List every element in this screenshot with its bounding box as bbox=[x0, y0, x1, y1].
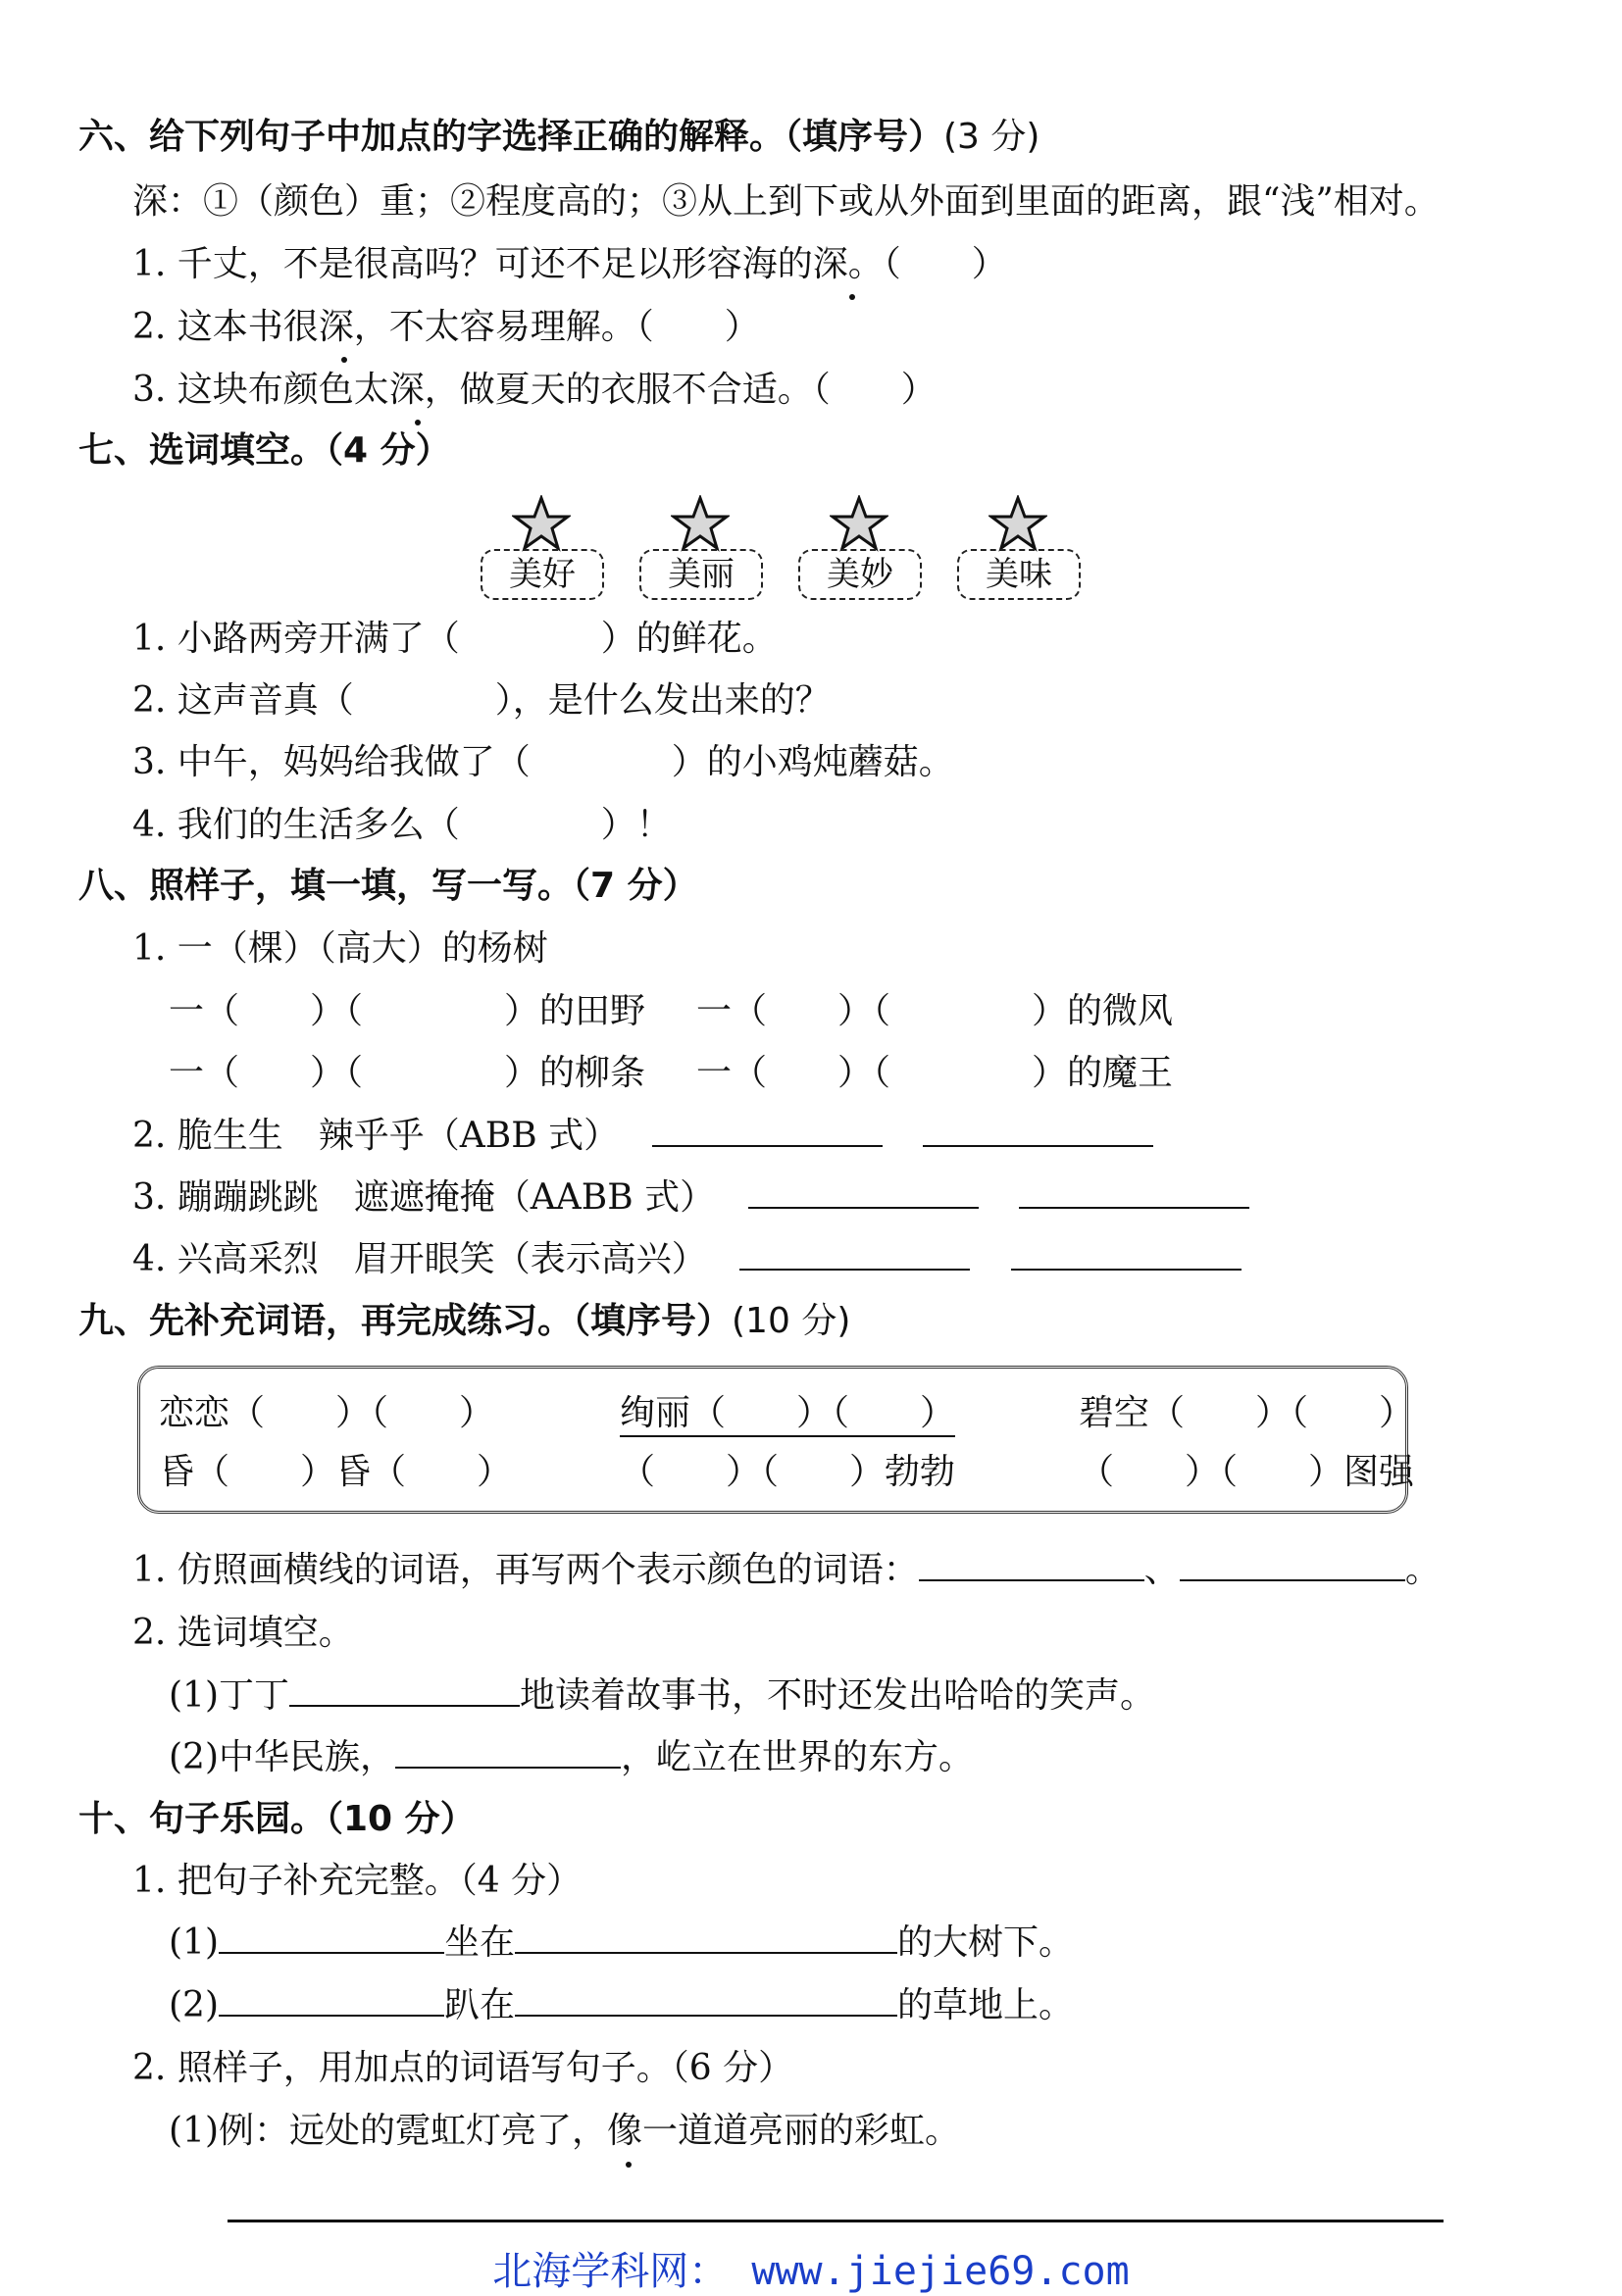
footer-rule bbox=[228, 2220, 1444, 2222]
section7-q2: 2. 这声音真（ ），是什么发出来的？ bbox=[132, 680, 831, 721]
section8-title: 八、照样子，填一填，写一写。（7 分） bbox=[78, 866, 698, 906]
word-box: 美丽 bbox=[639, 549, 763, 600]
answer-blank[interactable] bbox=[219, 1922, 444, 1954]
answer-blank[interactable] bbox=[1180, 1550, 1405, 1581]
box-r2c2: （ ）（ ）勃勃 bbox=[620, 1452, 956, 1492]
word-box: 美味 bbox=[957, 549, 1081, 600]
answer-blank[interactable] bbox=[289, 1675, 520, 1707]
section8-q3: 3. 蹦蹦跳跳 遮遮掩掩（AABB 式） bbox=[132, 1176, 1249, 1220]
section9-q2-1: (1)丁丁 地读着故事书，不时还发出哈哈的笑声。 bbox=[169, 1675, 1156, 1716]
section8-q1-c: 一（ ）（ ）的柳条 bbox=[169, 1053, 646, 1093]
answer-blank[interactable] bbox=[219, 1985, 444, 2017]
star-icon bbox=[830, 495, 888, 554]
answer-blank[interactable] bbox=[515, 1985, 897, 2017]
star-icon bbox=[988, 495, 1047, 554]
section6-q1: 1. 千丈，不是很高吗？可还不足以形容海的深。（ ） bbox=[132, 244, 1007, 284]
section9-title: 九、先补充词语，再完成练习。（填序号）(10 分) bbox=[78, 1301, 851, 1341]
emphasis-dot bbox=[341, 357, 347, 363]
section7-q4: 4. 我们的生活多么（ ）！ bbox=[132, 805, 672, 845]
star-icon bbox=[671, 495, 730, 554]
section7-q1: 1. 小路两旁开满了（ ）的鲜花。 bbox=[132, 619, 778, 659]
answer-blank[interactable] bbox=[919, 1550, 1144, 1581]
section9-q1: 1. 仿照画横线的词语，再写两个表示颜色的词语： 、 。 bbox=[132, 1550, 1441, 1590]
section6-title: 六、给下列句子中加点的字选择正确的解释。（填序号）(3 分) bbox=[78, 117, 1040, 157]
box-r1c1: 恋恋（ ）（ ） bbox=[159, 1393, 495, 1433]
section7-q3: 3. 中午，妈妈给我做了（ ）的小鸡炖蘑菇。 bbox=[132, 742, 954, 782]
answer-blank[interactable] bbox=[1011, 1239, 1242, 1271]
section6-q3: 3. 这块布颜色太深，做夏天的衣服不合适。（ ） bbox=[132, 370, 937, 410]
section8-q1-d: 一（ ）（ ）的魔王 bbox=[696, 1053, 1174, 1093]
footer-watermark: 北海学科网： www.jiejie69.com bbox=[492, 2249, 1130, 2294]
box-r2c3: （ ）（ ）图强 bbox=[1079, 1452, 1415, 1492]
answer-blank[interactable] bbox=[515, 1922, 897, 1954]
answer-blank[interactable] bbox=[923, 1116, 1153, 1147]
answer-blank[interactable] bbox=[395, 1737, 621, 1769]
section6-q2: 2. 这本书很深，不太容易理解。（ ） bbox=[132, 307, 760, 347]
box-r2c1: 昏（ ）昏（ ） bbox=[159, 1452, 513, 1492]
section8-q1-a: 一（ ）（ ）的田野 bbox=[169, 991, 646, 1031]
emphasis-dot bbox=[849, 294, 855, 300]
section10-q1-2: (2) 趴在 的草地上。 bbox=[169, 1985, 1075, 2025]
section8-q2: 2. 脆生生 辣乎乎（ABB 式） bbox=[132, 1115, 1153, 1158]
section8-q1-b: 一（ ）（ ）的微风 bbox=[696, 991, 1174, 1031]
answer-blank[interactable] bbox=[739, 1239, 970, 1271]
answer-blank[interactable] bbox=[652, 1116, 883, 1147]
section8-q4: 4. 兴高采烈 眉开眼笑（表示高兴） bbox=[132, 1238, 1242, 1281]
word-box: 美妙 bbox=[798, 549, 922, 600]
section10-q1: 1. 把句子补充完整。（4 分） bbox=[132, 1861, 583, 1901]
section8-q1-example: 1. 一（棵）（高大）的杨树 bbox=[132, 928, 548, 969]
section10-q1-1: (1) 坐在 的大树下。 bbox=[169, 1922, 1075, 1963]
section10-q2: 2. 照样子，用加点的词语写句子。（6 分） bbox=[132, 2048, 794, 2088]
emphasis-dot bbox=[626, 2162, 632, 2168]
answer-blank[interactable] bbox=[1019, 1177, 1249, 1209]
section10-title: 十、句子乐园。（10 分） bbox=[78, 1799, 476, 1839]
section6-definition: 深：①（颜色）重；②程度高的；③从上到下或从外面到里面的距离，跟“浅”相对。 bbox=[132, 181, 1440, 222]
word-box: 美好 bbox=[481, 549, 604, 600]
answer-blank[interactable] bbox=[748, 1177, 979, 1209]
section10-q2-example: (1)例：远处的霓虹灯亮了，像一道道亮丽的彩虹。 bbox=[169, 2111, 960, 2151]
section7-title: 七、选词填空。（4 分） bbox=[78, 430, 451, 471]
box-r1c2: 绚丽（ ）（ ） bbox=[620, 1392, 955, 1437]
section9-q2: 2. 选词填空。 bbox=[132, 1613, 354, 1653]
emphasis-dot bbox=[415, 420, 421, 425]
box-r1c3: 碧空（ ）（ ） bbox=[1079, 1393, 1415, 1433]
section9-q2-2: (2)中华民族， ，屹立在世界的东方。 bbox=[169, 1737, 975, 1777]
star-icon bbox=[512, 495, 571, 554]
